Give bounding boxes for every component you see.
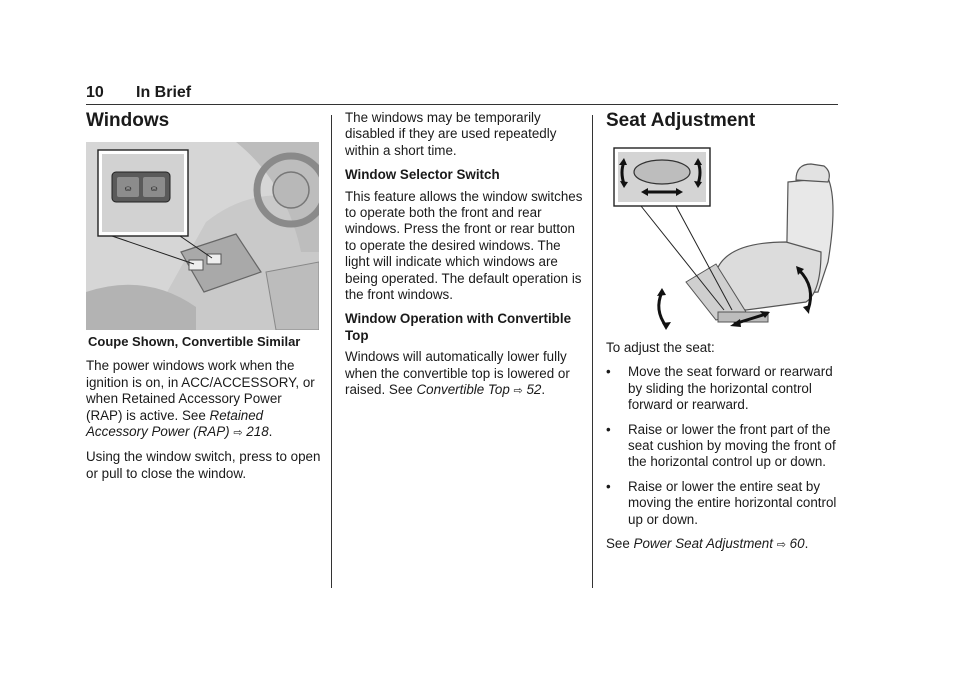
rap-reference-link[interactable]: Retained Accessory Power (RAP): [86, 407, 264, 440]
seat-adjustment-heading: Seat Adjustment: [606, 110, 756, 131]
seat-see-also: See Power Seat Adjustment ⇨ 60.: [606, 536, 809, 552]
page-ref-icon: ⇨: [233, 427, 243, 440]
seat-intro: To adjust the seat:: [606, 340, 715, 355]
bullet-marker: •: [606, 421, 611, 437]
windows-column: [86, 110, 321, 490]
power-seat-page-number[interactable]: 60: [789, 536, 805, 552]
svg-text:⛀: ⛀: [124, 184, 132, 193]
windows-disabled-paragraph: The windows may be temporarily disabled if they are used repeatedly within a short time.: [345, 110, 557, 158]
rap-page-number[interactable]: 218: [246, 424, 269, 440]
page-ref-icon: ⇨: [513, 385, 523, 398]
list-item: • Raise or lower the entire seat by moving the entire horizontal control up or down.: [606, 478, 837, 527]
selector-switch-heading: Window Selector Switch: [345, 167, 500, 183]
column-divider: [592, 115, 593, 588]
convertible-top-heading: Window Operation with Convertible Top: [345, 311, 572, 343]
page-number: 10: [86, 84, 104, 101]
column-divider: [331, 115, 332, 588]
power-seat-reference-link[interactable]: Power Seat Adjustment: [633, 536, 773, 552]
seat-instructions-list: [606, 364, 841, 528]
bullet-marker: •: [606, 478, 611, 494]
list-item: • Move the seat forward or rearward by sliding the horizontal control forward or rearward.: [606, 364, 833, 413]
convertible-top-reference-link[interactable]: Convertible Top: [416, 382, 510, 398]
section-title: In Brief: [136, 84, 192, 101]
svg-text:⛀: ⛀: [150, 184, 158, 193]
power-windows-paragraph: The power windows work when the ignition is on, in ACC/ACCESSORY, or when Retained Accessory Power (RAP) is active. See Retained Accessory Power (RAP) ⇨ 218.: [86, 358, 315, 440]
windows-heading: Windows: [86, 110, 170, 131]
window-switch-illustration: [86, 142, 319, 330]
list-item: • Raise or lower the front part of the seat cushion by moving the front of the horizontal control up or down.: [606, 421, 836, 470]
page-ref-icon: ⇨: [776, 539, 786, 552]
convertible-top-page-number[interactable]: 52: [526, 382, 542, 398]
figure-caption: Coupe Shown, Convertible Similar: [88, 334, 301, 349]
seat-adjustment-illustration: [606, 142, 838, 330]
window-switch-paragraph: Using the window switch, press to open or pull to close the window.: [86, 449, 321, 481]
seat-adjustment-column: [606, 110, 841, 561]
selector-switch-paragraph: This feature allows the window switches to operate both the front and rear windows. Press the front or rear button to operate the desired windows. The light will indicate which windows are being operated. The default operation is the front windows.: [345, 188, 583, 303]
windows-continued-column: [345, 110, 583, 408]
page-header: [86, 84, 838, 105]
convertible-top-paragraph: Windows will automatically lower fully when the convertible top is lowered or raised. See Convertible Top ⇨ 52.: [345, 349, 570, 398]
bullet-marker: •: [606, 364, 611, 380]
